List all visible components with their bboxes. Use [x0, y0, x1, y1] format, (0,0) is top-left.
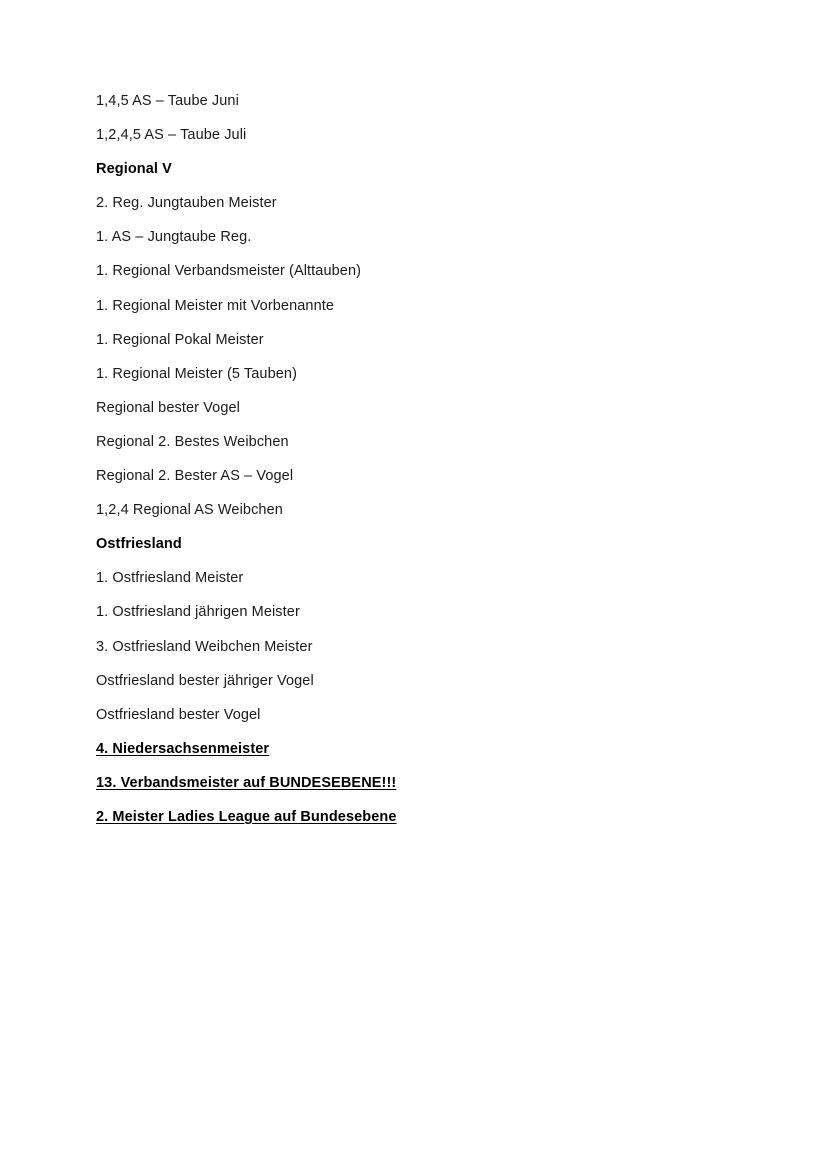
document-line: 1. Regional Meister (5 Tauben): [96, 365, 298, 382]
document-body: [96, 94, 736, 844]
document-line: Regional bester Vogel: [96, 399, 240, 416]
document-heading: Ostfriesland: [96, 536, 182, 553]
document-line: 1. Regional Verbandsmeister (Alttauben): [96, 263, 362, 280]
document-line: 3. Ostfriesland Weibchen Meister: [96, 638, 313, 655]
document-line: 1. Regional Meister mit Vorbenannte: [96, 297, 335, 314]
document-line: 1,2,4,5 AS – Taube Juli: [96, 127, 247, 144]
document-line: Regional 2. Bestes Weibchen: [96, 433, 289, 450]
document-line: 1. Ostfriesland jährigen Meister: [96, 604, 300, 621]
document-line: 1,4,5 AS – Taube Juni: [96, 93, 239, 109]
document-line: 1. Regional Pokal Meister: [96, 331, 264, 348]
document-line: 1,2,4 Regional AS Weibchen: [96, 502, 283, 519]
document-heading: Regional V: [96, 161, 172, 178]
document-line: Regional 2. Bester AS – Vogel: [96, 468, 294, 485]
document-line: 2. Reg. Jungtauben Meister: [96, 195, 277, 212]
document-line: Ostfriesland bester Vogel: [96, 706, 261, 723]
document-heading: 4. Niedersachsenmeister: [96, 740, 270, 757]
document-line: Ostfriesland bester jähriger Vogel: [96, 672, 314, 689]
document-heading: 13. Verbandsmeister auf BUNDESEBENE!!!: [96, 774, 397, 791]
document-line: 1. Ostfriesland Meister: [96, 570, 244, 587]
document-line: 1. AS – Jungtaube Reg.: [96, 229, 252, 246]
document-heading: 2. Meister Ladies League auf Bundesebene: [96, 808, 397, 825]
